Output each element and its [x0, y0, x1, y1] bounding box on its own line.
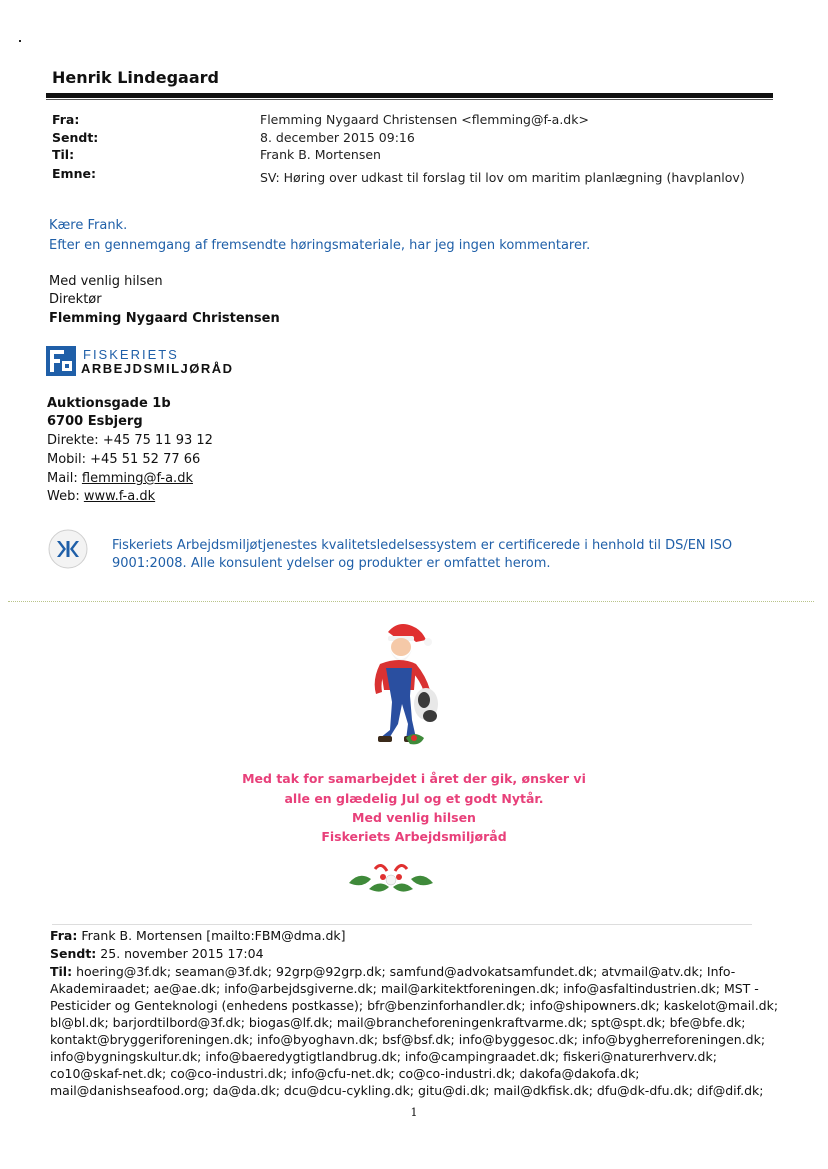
web-line — [47, 489, 155, 504]
forwarded-sent-label: Sendt: — [50, 946, 97, 961]
header-from-value: Flemming Nygaard Christensen <flemming@f-a.dk> — [260, 112, 589, 127]
forwarded-to-line-4: kontakt@bryggeriforeningen.dk; info@byoghavn.dk; bsf@bsf.dk; info@byggesoc.dk; info@bygherreforeningen.dk; — [50, 1032, 766, 1047]
phone-direct: Direkte: +45 75 11 93 12 — [47, 433, 213, 448]
header-to-label: Til: — [52, 147, 75, 162]
signature-name: Flemming Nygaard Christensen — [49, 311, 280, 326]
address-city: 6700 Esbjerg — [47, 414, 143, 429]
header-subject-value: SV: Høring over udkast til forslag til lov om maritim planlægning (havplanlov) — [260, 170, 745, 185]
greeting-line3: Med venlig hilsen — [352, 810, 476, 825]
phone-mobile: Mobil: +45 51 52 77 66 — [47, 452, 201, 467]
company-logo — [46, 344, 276, 378]
page-number: 1 — [410, 1106, 418, 1119]
forwarded-from-label: Fra: — [50, 928, 78, 943]
certification-text-line1: Fiskeriets Arbejdsmiljøtjenestes kvalitetsledelsessystem er certificerede i henhold til DS/EN ISO — [112, 538, 733, 553]
greeting-line1: Med tak for samarbejdet i året der gik, ønsker vi — [242, 771, 586, 786]
header-to-value: Frank B. Mortensen — [260, 147, 381, 162]
greeting-line4: Fiskeriets Arbejdsmiljøråd — [321, 829, 507, 844]
santa-illustration — [350, 620, 446, 760]
logo-text-line1: FISKERIETS — [83, 347, 179, 362]
greeting-line2: alle en glædelig Jul og et godt Nytår. — [284, 791, 544, 806]
header-rule-thin — [46, 99, 773, 100]
mail-line — [47, 471, 193, 486]
forwarded-to-line-0 — [50, 964, 735, 979]
certification-icon — [46, 527, 90, 571]
mail-link[interactable]: flemming@f-a.dk — [81, 471, 193, 486]
message-greeting: Kære Frank. — [49, 218, 128, 233]
header-subject-label: Emne: — [52, 166, 96, 181]
header-sent-label: Sendt: — [52, 130, 99, 145]
message-text: Efter en gennemgang af fremsendte høringsmateriale, har jeg ingen kommentarer. — [49, 238, 591, 253]
forwarded-to-label: Til: — [50, 964, 73, 979]
header-sent-value: 8. december 2015 09:16 — [260, 130, 415, 145]
forwarded-to-line-6: co10@skaf-net.dk; co@co-industri.dk; info@cfu-net.dk; co@co-industri.dk; dakofa@dakofa.dk; — [50, 1066, 640, 1081]
certification-text-line2: 9001:2008. Alle konsulent ydelser og produkter er omfattet herom. — [112, 556, 551, 571]
forwarded-to-line-7: mail@danishseafood.org; da@da.dk; dcu@dcu-cykling.dk; gitu@di.dk; mail@dkfisk.dk; dfu@dk-dfu.dk; dif@dif.dk; — [50, 1083, 764, 1098]
holly-ornament — [345, 863, 437, 897]
company-logo-icon — [46, 346, 76, 376]
forwarded-from — [50, 928, 346, 943]
scan-speck — [19, 40, 21, 42]
logo-text-line2: ARBEJDSMILJØRÅD — [81, 361, 234, 376]
forwarded-to-text: hoering@3f.dk; seaman@3f.dk; 92grp@92grp.dk; samfund@advokatsamfundet.dk; atvmail@atv.dk; Info- — [72, 964, 736, 979]
forwarded-divider — [52, 924, 752, 925]
signature-title: Direktør — [49, 292, 102, 307]
section-divider — [8, 601, 814, 602]
address-street: Auktionsgade 1b — [47, 396, 171, 411]
forwarded-sent — [50, 946, 264, 961]
web-link[interactable]: www.f-a.dk — [83, 489, 156, 504]
sender-name: Henrik Lindegaard — [52, 68, 219, 87]
header-rule-thick — [46, 93, 773, 98]
mail-label: Mail: — [47, 471, 82, 486]
forwarded-to-line-3: bl@bl.dk; barjordtilbord@3f.dk; biogas@lf.dk; mail@brancheforeningenkraftvarme.dk; spt@spt.dk; bfe@bfe.dk; — [50, 1015, 746, 1030]
forwarded-to-line-5: info@bygningskultur.dk; info@baeredygtigtlandbrug.dk; info@campingraadet.dk; fiskeri@naturerhverv.dk; — [50, 1049, 717, 1064]
header-from-label: Fra: — [52, 112, 80, 127]
signature-closing: Med venlig hilsen — [49, 274, 163, 289]
web-label: Web: — [47, 489, 84, 504]
forwarded-sent-value: 25. november 2015 17:04 — [96, 946, 264, 961]
forwarded-from-value: Frank B. Mortensen [mailto:FBM@dma.dk] — [77, 928, 346, 943]
forwarded-to-line-2: Pesticider og Genteknologi (enhedens postkasse); bfr@benzinforhandler.dk; info@shipowners.dk; kaskelot@mail.dk; — [50, 998, 779, 1013]
forwarded-to-line-1: Akademiraadet; ae@ae.dk; info@arbejdsgiverne.dk; mail@arkitektforeningen.dk; info@asfaltindustrien.dk; MST - — [50, 981, 759, 996]
